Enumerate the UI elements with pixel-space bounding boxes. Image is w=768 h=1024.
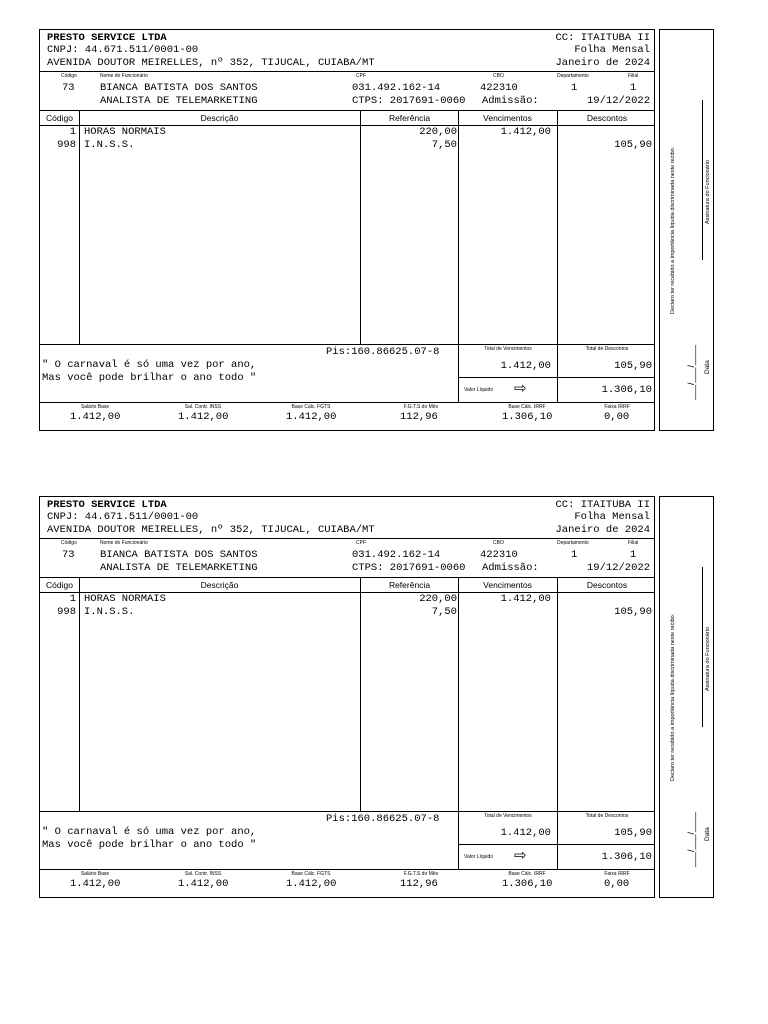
- row-descricao: HORAS NORMAIS: [84, 593, 166, 605]
- date-label: Data: [704, 360, 711, 374]
- total-vencimentos: 1.412,00: [500, 360, 551, 372]
- row-descontos: 105,90: [614, 139, 652, 151]
- signature-label: Assinatura do Funcionário: [705, 627, 711, 691]
- signature-line: [702, 567, 703, 727]
- message-line-1: " O carnaval é só uma vez por ano,: [42, 826, 257, 838]
- employee-name: BIANCA BATISTA DOS SANTOS: [100, 82, 258, 94]
- label-nome: Nome do Funcionário: [100, 73, 148, 79]
- label-total-vencimentos: Total de Vencimentos: [484, 346, 532, 352]
- company-cnpj: CNPJ: 44.671.511/0001-00: [47, 44, 199, 56]
- col-descontos: Descontos: [586, 113, 628, 123]
- col-descricao: Descrição: [200, 113, 239, 123]
- filial-value: 1: [630, 82, 637, 94]
- admissao-label: Admissão:: [482, 562, 539, 574]
- col-referencia: Referência: [388, 580, 431, 590]
- employee-cbo: 422310: [480, 82, 518, 94]
- label-total-vencimentos: Total de Vencimentos: [484, 813, 532, 819]
- label-base-calc-fgts: Base Cálc. FGTS: [291, 404, 331, 410]
- salario-base: 1.412,00: [70, 878, 121, 890]
- sheet-type: Folha Mensal: [574, 44, 650, 56]
- row-codigo: 1: [69, 593, 76, 605]
- label-base-calc-irrf: Base Cálc. IRRF: [508, 404, 546, 410]
- base-calc-irrf: 1.306,10: [502, 411, 553, 423]
- valor-liquido: 1.306,10: [601, 384, 652, 396]
- employee-code: 73: [62, 549, 75, 561]
- receipt-signature-area: [659, 29, 714, 431]
- row-descricao: I.N.S.S.: [84, 139, 135, 151]
- label-cbo: CBO: [493, 73, 504, 79]
- arrow-right-icon: ⇨: [514, 380, 527, 397]
- admissao-label: Admissão:: [482, 95, 539, 107]
- label-departamento: Departamento: [557, 540, 589, 546]
- label-cpf: CPF: [356, 540, 366, 546]
- label-codigo: Código: [61, 73, 77, 79]
- row-referencia: 220,00: [419, 126, 457, 138]
- row-vencimentos: 1.412,00: [500, 593, 551, 605]
- label-base-calc-fgts: Base Cálc. FGTS: [291, 871, 331, 877]
- pis-number: Pis:160.86625.07-8: [326, 813, 440, 825]
- label-codigo: Código: [61, 540, 77, 546]
- total-descontos: 105,90: [614, 360, 652, 372]
- employee-role: ANALISTA DE TELEMARKETING: [100, 562, 258, 574]
- employee-cbo: 422310: [480, 549, 518, 561]
- label-total-descontos: Total de Descontos: [585, 813, 629, 819]
- fgts-mes: 112,96: [400, 878, 438, 890]
- label-cbo: CBO: [493, 540, 504, 546]
- payslip-main: [39, 29, 655, 431]
- pis-number: Pis:160.86625.07-8: [326, 346, 440, 358]
- base-calc-irrf: 1.306,10: [502, 878, 553, 890]
- date-blank: ___/___/____: [686, 811, 696, 867]
- label-total-descontos: Total de Descontos: [585, 346, 629, 352]
- label-departamento: Departamento: [557, 73, 589, 79]
- total-descontos: 105,90: [614, 827, 652, 839]
- company-name: PRESTO SERVICE LTDA: [47, 32, 167, 44]
- departamento-value: 1: [571, 549, 578, 561]
- row-descontos: 105,90: [614, 606, 652, 618]
- col-descontos: Descontos: [586, 580, 628, 590]
- label-filial: Filial: [628, 540, 639, 546]
- employee-ctps: CTPS: 2017691-0060: [352, 95, 466, 107]
- faixa-irrf: 0,00: [604, 411, 630, 423]
- payslip-copy-2: [39, 496, 715, 900]
- date-blank: ___/___/____: [686, 344, 696, 400]
- period: Janeiro de 2024: [555, 524, 650, 536]
- date-label: Data: [704, 827, 711, 841]
- label-salario-base: Salário Base: [80, 404, 110, 410]
- fgts-mes: 112,96: [400, 411, 438, 423]
- row-descricao: I.N.S.S.: [84, 606, 135, 618]
- base-calc-fgts: 1.412,00: [286, 411, 337, 423]
- message-line-2: Mas você pode brilhar o ano todo ": [42, 372, 257, 384]
- salario-base: 1.412,00: [70, 411, 121, 423]
- employee-code: 73: [62, 82, 75, 94]
- row-codigo: 998: [57, 139, 76, 151]
- label-base-calc-irrf: Base Cálc. IRRF: [508, 871, 546, 877]
- col-vencimentos: Vencimentos: [483, 113, 532, 123]
- receipt-signature-area: [659, 496, 714, 898]
- declaration-text: Declaro ter recebido a importância líquida discriminada neste recibo.: [670, 146, 676, 314]
- col-vencimentos: Vencimentos: [483, 580, 532, 590]
- label-filial: Filial: [628, 73, 639, 79]
- base-calc-fgts: 1.412,00: [286, 878, 337, 890]
- label-sal-contr-inss: Sal. Contr. INSS: [184, 871, 222, 877]
- row-referencia: 7,50: [431, 139, 457, 151]
- payslip-main: [39, 496, 655, 898]
- label-nome: Nome do Funcionário: [100, 540, 148, 546]
- label-faixa-irrf: Faixa IRRF: [604, 871, 630, 877]
- arrow-right-icon: ⇨: [514, 847, 527, 864]
- sal-contr-inss: 1.412,00: [178, 411, 229, 423]
- cost-center: CC: ITAITUBA II: [555, 499, 650, 511]
- declaration-text: Declaro ter recebido a importância líquida discriminada neste recibo.: [670, 613, 676, 781]
- label-salario-base: Salário Base: [80, 871, 110, 877]
- faixa-irrf: 0,00: [604, 878, 630, 890]
- label-sal-contr-inss: Sal. Contr. INSS: [184, 404, 222, 410]
- row-descricao: HORAS NORMAIS: [84, 126, 166, 138]
- label-fgts-mes: F.G.T.S do Mês: [403, 871, 439, 877]
- col-codigo: Código: [46, 113, 73, 123]
- signature-line: [702, 100, 703, 260]
- row-codigo: 998: [57, 606, 76, 618]
- company-cnpj: CNPJ: 44.671.511/0001-00: [47, 511, 199, 523]
- label-fgts-mes: F.G.T.S do Mês: [403, 404, 439, 410]
- departamento-value: 1: [571, 82, 578, 94]
- sal-contr-inss: 1.412,00: [178, 878, 229, 890]
- signature-label: Assinatura do Funcionário: [705, 160, 711, 224]
- row-codigo: 1: [69, 126, 76, 138]
- message-line-1: " O carnaval é só uma vez por ano,: [42, 359, 257, 371]
- employee-cpf: 031.492.162-14: [352, 549, 441, 561]
- label-cpf: CPF: [356, 73, 366, 79]
- label-valor-liquido: Valor Líquido: [464, 854, 494, 860]
- label-faixa-irrf: Faixa IRRF: [604, 404, 630, 410]
- period: Janeiro de 2024: [555, 57, 650, 69]
- col-codigo: Código: [46, 580, 73, 590]
- payslip-copy-1: [39, 29, 715, 433]
- row-referencia: 7,50: [431, 606, 457, 618]
- row-referencia: 220,00: [419, 593, 457, 605]
- label-valor-liquido: Valor Líquido: [464, 387, 494, 393]
- valor-liquido: 1.306,10: [601, 851, 652, 863]
- company-name: PRESTO SERVICE LTDA: [47, 499, 167, 511]
- company-address: AVENIDA DOUTOR MEIRELLES, nº 352, TIJUCAL, CUIABA/MT: [47, 524, 375, 536]
- admissao-date: 19/12/2022: [586, 95, 650, 107]
- company-address: AVENIDA DOUTOR MEIRELLES, nº 352, TIJUCAL, CUIABA/MT: [47, 57, 375, 69]
- employee-cpf: 031.492.162-14: [352, 82, 441, 94]
- filial-value: 1: [630, 549, 637, 561]
- col-descricao: Descrição: [200, 580, 239, 590]
- cost-center: CC: ITAITUBA II: [555, 32, 650, 44]
- employee-role: ANALISTA DE TELEMARKETING: [100, 95, 258, 107]
- col-referencia: Referência: [388, 113, 431, 123]
- sheet-type: Folha Mensal: [574, 511, 650, 523]
- row-vencimentos: 1.412,00: [500, 126, 551, 138]
- total-vencimentos: 1.412,00: [500, 827, 551, 839]
- employee-ctps: CTPS: 2017691-0060: [352, 562, 466, 574]
- admissao-date: 19/12/2022: [586, 562, 650, 574]
- employee-name: BIANCA BATISTA DOS SANTOS: [100, 549, 258, 561]
- message-line-2: Mas você pode brilhar o ano todo ": [42, 839, 257, 851]
